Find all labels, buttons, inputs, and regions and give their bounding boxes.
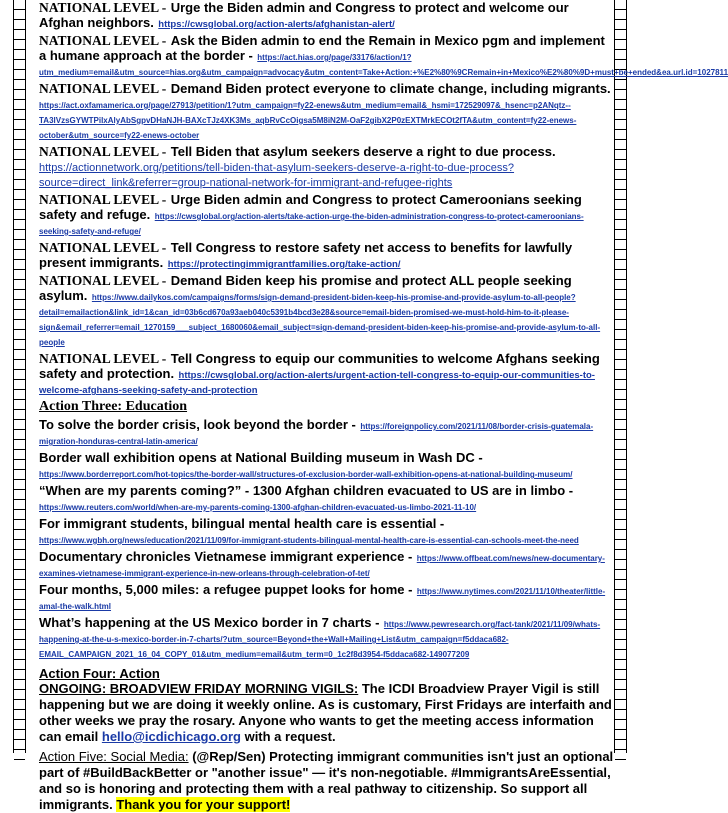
border-segment [615,360,626,370]
vigil-paragraph [39,681,615,745]
education-article [39,417,615,447]
border-segment [14,280,25,290]
border-segment [14,730,25,740]
border-segment [14,210,25,220]
action-four-title: Action Four: Action [39,666,160,681]
action-description: Demand Biden keep his promise and protect ALL people seeking asylum. [39,273,572,303]
education-article [39,549,615,579]
education-list [39,417,615,660]
national-action-item [39,240,615,270]
border-segment [615,410,626,420]
education-article [39,582,615,612]
border-segment [14,470,25,480]
border-segment [14,490,25,500]
thanks-highlight: Thank you for your support! [116,797,291,812]
border-segment [14,680,25,690]
border-segment [615,110,626,120]
national-level-label: NATIONAL LEVEL - [39,351,167,366]
border-segment [615,280,626,290]
article-title: Documentary chronicles Vietnamese immigrant experience - [39,549,413,564]
education-article [39,615,615,660]
border-segment [615,580,626,590]
article-title: “When are my parents coming?” - 1300 Afghan children evacuated to US are in limbo - [39,483,574,498]
border-segment [14,430,25,440]
border-segment [615,490,626,500]
border-segment [615,330,626,340]
border-segment [615,450,626,460]
education-article [39,450,615,480]
border-segment [14,600,25,610]
border-segment [615,120,626,130]
border-segment [615,430,626,440]
border-segment [615,30,626,40]
border-segment [615,650,626,660]
action-description: Tell Biden that asylum seekers deserve a right to due process. [170,144,556,159]
border-segment [14,310,25,320]
border-segment [14,100,25,110]
border-segment [615,290,626,300]
border-segment [14,590,25,600]
action-link[interactable]: https://actionnetwork.org/petitions/tell-biden-that-asylum-seekers-deserve-a-right-to-due-process?source=direct_link&referrer=group-national-network-for-immigrant-and-refugee-rights [39,162,515,189]
border-segment [615,0,626,10]
border-segment [615,220,626,230]
border-segment [615,300,626,310]
border-segment [14,30,25,40]
article-link[interactable]: https://www.wgbh.org/news/education/2021/11/09/for-immigrant-students-bilingual-mental-health-care-is-essential-can-schools-meet-the-need [39,536,579,545]
border-segment [615,210,626,220]
social-text-2: , and so is honoring and protecting them with a real pathway to citizenship. So support all immigrants. [39,765,611,812]
border-segment [14,140,25,150]
vigil-end: with a request. [240,729,336,744]
border-segment [615,10,626,20]
border-segment [14,500,25,510]
border-segment [615,270,626,280]
border-segment [14,90,25,100]
border-segment [14,50,25,60]
border-segment [14,740,25,750]
education-article [39,516,615,546]
border-segment [14,350,25,360]
action-description: Demand Biden protect everyone to climate change, including migrants. [170,81,611,96]
article-link[interactable]: https://www.pewresearch.org/fact-tank/2021/11/09/whats-happening-at-the-u-s-mexico-border-in-7-charts/?utm_source=Beyond+the+Wall+Mailing+List&utm_campaign=f5ddaca682-EMAIL_CAMPAIGN_2021_16_04_COPY_01&utm_medium=email&utm_term=0_1c2f8d3954-f5ddaca682-149077209 [39,620,601,659]
border-segment [615,190,626,200]
border-segment [615,700,626,710]
border-segment [615,640,626,650]
national-level-label: NATIONAL LEVEL - [39,0,167,15]
border-segment [14,360,25,370]
border-segment [615,600,626,610]
national-action-item [39,81,615,141]
border-segment [14,160,25,170]
border-segment [14,110,25,120]
social-media-paragraph [39,749,615,813]
national-level-label: NATIONAL LEVEL - [39,192,167,207]
article-link[interactable]: https://www.borderreport.com/hot-topics/the-border-wall/structures-of-exclusion-border-wall-exhibition-opens-at-national-building-museum/ [39,470,573,479]
border-segment [615,90,626,100]
border-segment [14,710,25,720]
border-segment [615,730,626,740]
border-segment [14,480,25,490]
action-link[interactable]: https://act.hias.org/page/33176/action/1?utm_medium=email&utm_source=hias.org&utm_campaign=advocacy&utm_content=Take+Action:+%E2%80%9CRemain+in+Mexico%E2%80%9D+must+be+ended&ea.url.id=1027811 [39,53,728,77]
border-segment [14,380,25,390]
education-article [39,483,615,513]
national-level-label: NATIONAL LEVEL - [39,144,167,159]
border-segment [615,380,626,390]
border-segment [14,130,25,140]
border-segment [14,550,25,560]
action-link[interactable]: https://act.oxfamamerica.org/page/27913/petition/1?utm_campaign=fy22-enews&utm_medium=email&_hsmi=172529097&_hsenc=p2ANqtz--TA3lVzsGYWTPilxAlyAbSgpvDHaNJH-BAXcTJz4XK3Ms_aqbRvCcOigsa5M8iN2M-OaF2gibX2P0zEXTMrkECOt2fTA&utm_content=fy22-enews-october&utm_source=fy22-enews-october [39,101,577,140]
social-text-1: (@Rep/Sen) Protecting immigrant communities isn't just an optional part of #BuildBackBetter or "another issue" — it's non-negotiable. [39,749,614,780]
border-segment [14,10,25,20]
border-segment [615,260,626,270]
action-link[interactable]: https://cwsglobal.org/action-alerts/take-action-urge-the-biden-administration-congress-to-protect-cameroonians-seeking-safety-and-refuge/ [39,212,584,236]
article-link[interactable]: https://www.nytimes.com/2021/11/10/theater/little-amal-the-walk.html [39,587,606,611]
national-level-label: NATIONAL LEVEL - [39,273,167,288]
border-segment [14,540,25,550]
email-link[interactable]: hello@icdichicago.org [101,729,241,744]
border-segment [615,500,626,510]
action-description: Tell Congress to restore safety net access to benefits for lawfully present immigrants. [39,240,573,270]
page-border-right [614,0,627,753]
border-segment [615,670,626,680]
border-segment [615,420,626,430]
border-segment [615,240,626,250]
border-segment [615,390,626,400]
border-segment [14,300,25,310]
action-five-heading: Action Five: Social Media: [39,749,189,764]
border-segment [615,710,626,720]
border-segment [14,120,25,130]
border-segment [14,270,25,280]
action-description: Tell Congress to equip our communities to welcome Afghans seeking safety and protection. [39,351,600,381]
border-segment [615,660,626,670]
article-title: What’s happening at the US Mexico border in 7 charts - [39,615,380,630]
action-link[interactable]: https://cwsglobal.org/action-alerts/afghanistan-alert/ [158,19,395,30]
border-segment [615,680,626,690]
border-segment [14,640,25,650]
border-segment [615,520,626,530]
border-segment [14,580,25,590]
border-segment [14,750,25,760]
border-segment [14,460,25,470]
border-segment [615,720,626,730]
border-segment [14,170,25,180]
border-segment [14,20,25,30]
border-segment [14,410,25,420]
border-segment [14,220,25,230]
border-segment [615,140,626,150]
document-body [39,0,728,812]
border-segment [615,530,626,540]
action-three-title: Action Three: Education [39,399,188,414]
border-segment [615,550,626,560]
border-segment [14,400,25,410]
national-action-item [39,144,615,189]
vigil-text: The ICDI Broadview Prayer Vigil is still happening but we are doing it weekly online. As is customary, First Fridays are interfaith and other weeks we pray the rosary. Anyone who wants to get the meeting access information can email [39,681,612,744]
border-segment [615,400,626,410]
border-segment [615,40,626,50]
border-segment [14,690,25,700]
article-link[interactable]: https://www.reuters.com/world/when-are-my-parents-coming-1300-afghan-children-evacuated-us-limbo-2021-11-10/ [39,503,477,512]
border-segment [615,540,626,550]
national-action-item [39,0,615,30]
article-title: To solve the border crisis, look beyond the border - [39,417,356,432]
border-segment [14,570,25,580]
border-segment [615,20,626,30]
national-level-label: NATIONAL LEVEL - [39,33,167,48]
border-segment [615,510,626,520]
action-description: Urge the Biden admin and Congress to protect and welcome our Afghan neighbors. [39,0,569,30]
border-segment [615,160,626,170]
border-segment [615,620,626,630]
border-segment [14,720,25,730]
border-segment [14,610,25,620]
border-segment [14,420,25,430]
border-segment [615,340,626,350]
national-action-item [39,273,615,348]
border-segment [14,190,25,200]
border-segment [14,230,25,240]
border-segment [14,0,25,10]
border-segment [14,510,25,520]
border-segment [14,240,25,250]
border-segment [615,460,626,470]
border-segment [14,80,25,90]
border-segment [615,150,626,160]
article-title: For immigrant students, bilingual mental health care is essential - [39,516,445,531]
border-segment [14,390,25,400]
border-segment [615,310,626,320]
border-segment [615,100,626,110]
action-description: Urge Biden admin and Congress to protect Cameroonians seeking safety and refuge. [39,192,582,222]
article-link[interactable]: https://www.offbeat.com/news/new-documentary-examines-vietnamese-immigrant-experience-in-new-orleans-through-celebration-of-tet/ [39,554,605,578]
border-segment [14,700,25,710]
border-segment [14,450,25,460]
hashtag: #ImmigrantsAreEssential [450,765,608,780]
border-segment [615,180,626,190]
border-segment [14,320,25,330]
border-segment [615,470,626,480]
action-link[interactable]: https://cwsglobal.org/action-alerts/urgent-action-tell-congress-to-equip-our-communities-to-welcome-afghans-seeking-safety-and-protection [39,370,595,396]
border-segment [14,150,25,160]
border-segment [615,250,626,260]
border-segment [14,660,25,670]
national-action-item [39,33,728,78]
border-segment [14,620,25,630]
border-segment [615,560,626,570]
border-segment [615,200,626,210]
vigil-heading: ONGOING: BROADVIEW FRIDAY MORNING VIGILS: [39,681,359,696]
national-level-label: NATIONAL LEVEL - [39,81,167,96]
border-segment [14,40,25,50]
border-segment [615,230,626,240]
article-title: Four months, 5,000 miles: a refugee puppet looks for home - [39,582,413,597]
border-segment [14,290,25,300]
border-segment [615,630,626,640]
border-segment [14,520,25,530]
border-segment [14,670,25,680]
border-segment [615,80,626,90]
article-link[interactable]: https://foreignpolicy.com/2021/11/08/border-crisis-guatemala-migration-honduras-central-latin-america/ [39,422,594,446]
border-segment [615,320,626,330]
border-segment [14,260,25,270]
border-segment [615,370,626,380]
national-action-item [39,192,615,237]
border-segment [14,530,25,540]
border-segment [615,750,626,760]
border-segment [615,130,626,140]
national-level-list [39,0,728,396]
border-segment [14,440,25,450]
border-segment [14,650,25,660]
border-segment [14,180,25,190]
action-link[interactable]: https://protectingimmigrantfamilies.org/take-action/ [167,259,401,270]
border-segment [615,170,626,180]
border-segment [615,50,626,60]
article-title: Border wall exhibition opens at National Building museum in Wash DC - [39,450,483,465]
border-segment [14,250,25,260]
border-segment [615,480,626,490]
border-segment [14,200,25,210]
border-segment [615,350,626,360]
border-segment [14,340,25,350]
border-segment [615,610,626,620]
border-segment [615,690,626,700]
border-segment [615,740,626,750]
border-segment [14,330,25,340]
page-border-left [13,0,26,753]
action-link[interactable]: https://www.dailykos.com/campaigns/forms/sign-demand-president-biden-keep-his-promise-and-provide-asylum-to-all-people?detail=emailaction&link_id=1&can_id=03b6cd670a93aeb040c5391b4bcd3e28&source=email-biden-promised-we-must-hold-him-to-it-please-sign&email_referrer=email_1270159___subject_1680060&email_subject=sign-demand-president-biden-keep-his-promise-and-provide-asylum-to-all-people [39,293,601,347]
border-segment [14,60,25,70]
border-segment [14,70,25,80]
national-action-item [39,351,615,396]
border-segment [14,560,25,570]
national-level-label: NATIONAL LEVEL - [39,240,167,255]
border-segment [615,440,626,450]
action-description: Ask the Biden admin to end the Remain in Mexico pgm and implement a humane approach at the border - [39,33,605,63]
border-segment [14,370,25,380]
border-segment [14,630,25,640]
border-segment [615,590,626,600]
border-segment [615,570,626,580]
